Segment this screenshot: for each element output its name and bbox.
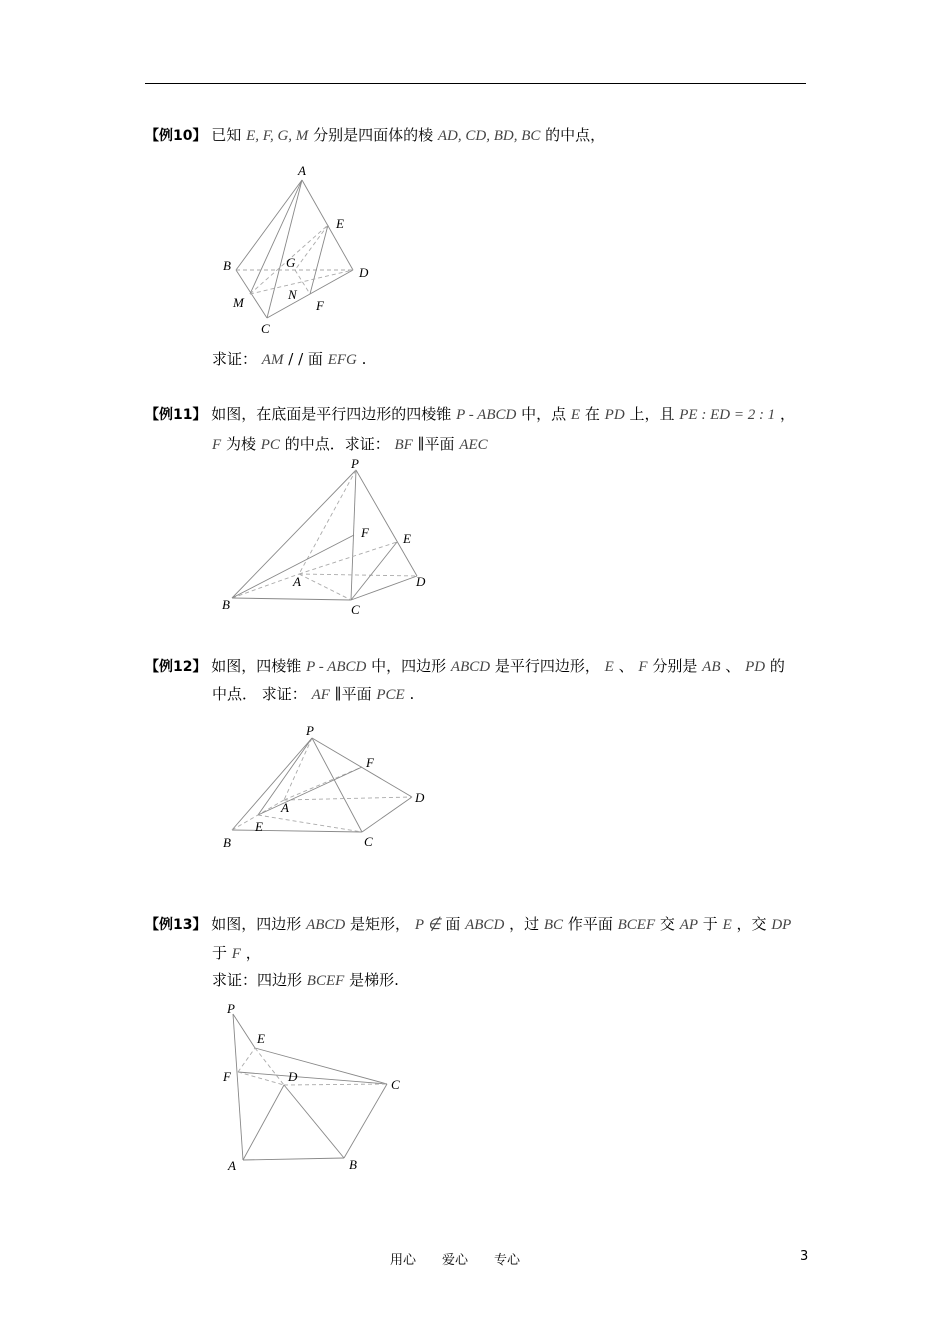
label-F: F (366, 755, 374, 770)
text: ∥平面 (334, 685, 372, 703)
math: P ∉ (414, 917, 441, 933)
edge (232, 830, 362, 832)
math: AM (261, 352, 284, 368)
text: 上，且 (629, 405, 675, 423)
math: PC (260, 437, 280, 453)
ex11-statement-2 (212, 434, 488, 455)
label-C: C (364, 834, 373, 849)
label-A: A (293, 574, 301, 589)
math: BF (394, 437, 413, 453)
edge (232, 738, 312, 830)
text: 的中点， (545, 126, 606, 144)
math: AEC (459, 437, 488, 453)
edge (258, 767, 362, 815)
text: . (361, 350, 367, 368)
label-E: E (336, 216, 344, 231)
math: AP (679, 917, 699, 933)
math: PD (745, 659, 766, 675)
math: P - ABCD (456, 407, 517, 423)
text: 如图，四棱锥 (211, 657, 302, 675)
label-P: P (306, 723, 314, 738)
ex11-statement (145, 404, 795, 425)
edge (284, 1085, 344, 1158)
math: ABCD (465, 917, 505, 933)
math: E (604, 659, 614, 675)
edge (238, 1048, 255, 1072)
ex10-prove (212, 349, 366, 370)
math: BCEF (306, 973, 345, 989)
text: 为棱 (225, 435, 256, 453)
math: F (212, 437, 222, 453)
ex10-tag: 【例10】 (145, 128, 207, 144)
math: PD (604, 407, 625, 423)
text: ， (779, 405, 795, 423)
text: 的中点．求证： (284, 435, 390, 453)
edge (233, 1014, 255, 1048)
edge (232, 574, 299, 598)
edge (310, 225, 328, 294)
label-E: E (255, 819, 263, 834)
label-A: A (228, 1158, 236, 1173)
edge (243, 1085, 284, 1160)
text: 、 (725, 657, 741, 675)
text: 分别是四面体的棱 (313, 126, 434, 144)
text: 面 (445, 915, 461, 933)
label-A: A (281, 800, 289, 815)
math: F (638, 659, 648, 675)
label-D: D (415, 790, 425, 805)
text: 于 (702, 915, 718, 933)
edge (250, 270, 353, 294)
text: ， (245, 944, 261, 962)
label-C: C (261, 321, 270, 336)
text: 如图，在底面是平行四边形的四棱锥 (211, 405, 452, 423)
math: E, F, G, M (246, 128, 309, 144)
label-F: F (361, 525, 369, 540)
label-B: B (223, 258, 231, 273)
text: ，交 (736, 915, 767, 933)
math: PCE (376, 687, 405, 703)
text: ∥平面 (417, 435, 455, 453)
edge (362, 797, 412, 832)
ex11-tag: 【例11】 (145, 407, 207, 423)
text: 交 (659, 915, 675, 933)
edge (295, 270, 310, 294)
text: 的 (769, 657, 785, 675)
label-C: C (351, 602, 360, 617)
math: F (231, 946, 241, 962)
ex13-prove (212, 970, 399, 991)
math: ABCD (306, 917, 346, 933)
ex13-statement (145, 914, 791, 935)
edge (258, 815, 362, 832)
label-B: B (223, 835, 231, 850)
math: E (722, 917, 732, 933)
label-E: E (403, 531, 411, 546)
label-D: D (359, 265, 369, 280)
ex13-tag: 【例13】 (145, 917, 207, 933)
edge (295, 225, 328, 270)
edge (344, 1084, 387, 1158)
edge (284, 738, 312, 800)
text: 求证： (212, 350, 258, 368)
edge (255, 1048, 284, 1085)
ex13-statement-2 (212, 943, 261, 964)
edge (250, 180, 302, 294)
label-F: F (316, 298, 324, 313)
math: DP (771, 917, 792, 933)
label-P: P (227, 1001, 235, 1016)
text: 是矩形， (350, 915, 411, 933)
text: ，过 (509, 915, 540, 933)
page-number: 3 (800, 1249, 809, 1264)
text: 求证：四边形 (212, 971, 303, 989)
text: 、 (618, 657, 634, 675)
math: P - ABCD (306, 659, 367, 675)
label-B: B (349, 1157, 357, 1172)
edge (312, 738, 412, 797)
math: AF (311, 687, 330, 703)
text: 在 (584, 405, 600, 423)
text: 中点． 求证： (212, 685, 307, 703)
label-C: C (391, 1077, 400, 1092)
edge (233, 1014, 243, 1160)
label-F: F (223, 1069, 231, 1084)
text: 是梯形. (349, 971, 399, 989)
label-D: D (416, 574, 426, 589)
text: 是平行四边形， (494, 657, 600, 675)
edge (299, 574, 351, 600)
edge (284, 1084, 387, 1085)
label-M: M (233, 295, 244, 310)
edge (356, 470, 417, 576)
math: ABCD (450, 659, 491, 675)
ex12-statement (145, 656, 785, 677)
edge (243, 1158, 344, 1160)
edge (232, 598, 351, 600)
text: 中，点 (521, 405, 567, 423)
label-G: G (286, 255, 296, 270)
edge (267, 180, 302, 318)
math: AD, CD, BD, BC (437, 128, 541, 144)
text: 已知 (211, 126, 242, 144)
footer-motto: 用心 爱心 专心 (390, 1253, 521, 1268)
label-P: P (351, 456, 359, 471)
text: 中，四边形 (371, 657, 447, 675)
math: AB (702, 659, 721, 675)
label-A: A (298, 163, 306, 178)
math: EFG (327, 352, 357, 368)
text: 分别是 (652, 657, 698, 675)
ex12-tag: 【例12】 (145, 659, 207, 675)
math: BCEF (617, 917, 656, 933)
edge (284, 797, 412, 800)
edge (299, 574, 417, 576)
label-D: D (288, 1069, 298, 1084)
label-B: B (222, 597, 230, 612)
text: 于 (212, 944, 228, 962)
text: 作平面 (567, 915, 613, 933)
text: 如图，四边形 (211, 915, 302, 933)
text: / / 面 (288, 350, 323, 368)
math: PE : ED = 2 : 1 (679, 407, 776, 423)
ex12-statement-2 (212, 684, 414, 705)
label-N: N (288, 287, 297, 302)
math: E (570, 407, 581, 423)
text: . (409, 685, 415, 703)
math: BC (543, 917, 564, 933)
label-E: E (257, 1031, 265, 1046)
